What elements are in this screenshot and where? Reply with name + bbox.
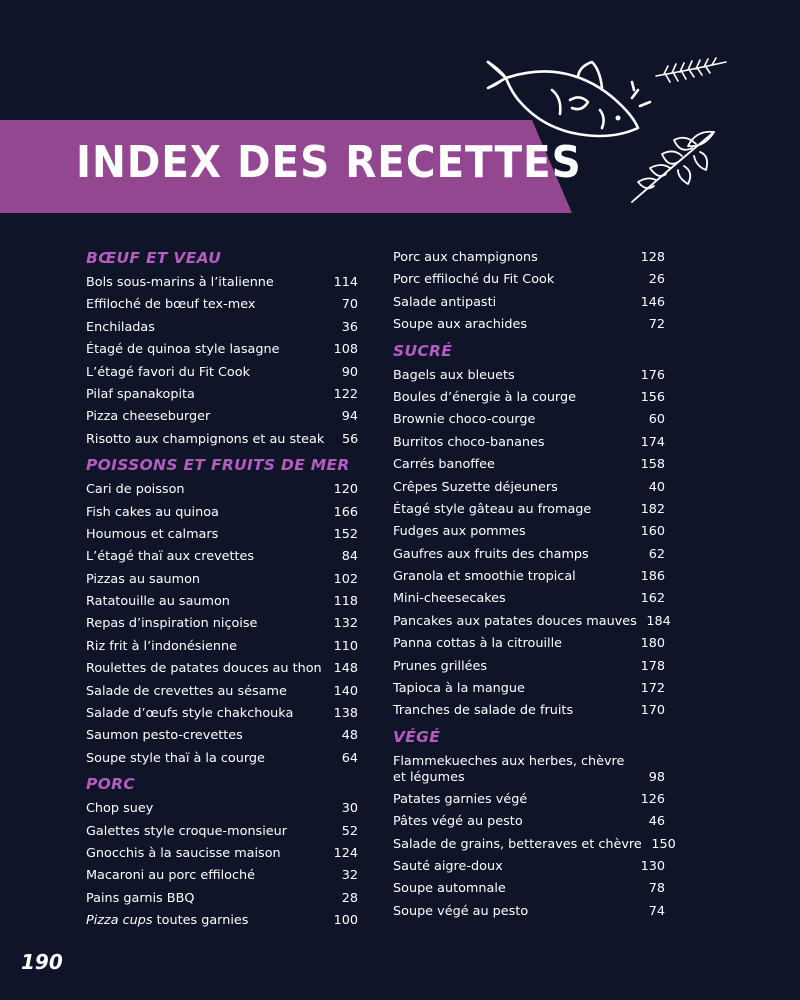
entry-page: 108 [333,342,358,358]
entry-page: 138 [333,706,358,722]
entry-page: 186 [640,569,665,585]
index-entry [86,681,358,703]
entry-name: Repas d’inspiration niçoise [86,616,258,632]
entry-name: Flammekueches aux herbes, chèvre et légumes [393,753,625,785]
index-entry [393,365,665,387]
entry-name: L’étagé thaï aux crevettes [86,549,255,565]
entry-name: Pilaf spanakopita [86,386,195,402]
entry-page: 166 [333,504,358,520]
index-entry [393,878,665,900]
index-entry [86,569,358,591]
index-column-right [393,244,676,923]
entry-page: 162 [640,591,665,607]
section-list-porc [86,798,358,932]
entry-name: Soupe végé au pesto [393,903,529,919]
section-title-boeuf: BŒUF ET VEAU [86,249,222,267]
section-list-boeuf [86,272,358,451]
entry-name: Étagé style gâteau au fromage [393,501,592,517]
index-entry [86,798,358,820]
entry-page: 72 [648,317,665,333]
index-entry [86,272,358,294]
entry-page: 78 [648,881,665,897]
entry-page: 32 [341,868,358,884]
entry-page: 140 [333,683,358,699]
section-title-poissons: POISSONS ET FRUITS DE MER [86,456,350,475]
entry-page: 52 [341,823,358,839]
index-entry [393,521,665,543]
index-entry [86,479,358,501]
index-entry [393,611,671,633]
entry-page: 132 [333,616,358,632]
entry-page: 160 [640,524,665,540]
index-entry [86,502,358,524]
entry-page: 74 [648,903,665,919]
index-entry [393,834,676,856]
entry-name: Gaufres aux fruits des champs [393,546,589,562]
index-entry [86,406,358,428]
entry-name: Soupe aux arachides [393,317,528,333]
entry-page: 26 [648,272,665,288]
entry-name: Saumon pesto-crevettes [86,728,243,744]
entry-name: Bagels aux bleuets [393,367,515,383]
entry-page: 100 [333,913,358,929]
entry-name: Pizza cheeseburger [86,409,211,425]
entry-page: 152 [333,526,358,542]
entry-page: 102 [333,571,358,587]
entry-name: Tranches de salade de fruits [393,703,574,719]
entry-page: 36 [341,319,358,335]
index-entry [86,294,358,316]
section-list-porc-continued [393,247,665,337]
index-entry [86,910,358,932]
entry-name: Burritos choco-bananes [393,434,545,450]
index-entry [393,314,665,336]
index-entry [393,700,665,722]
index-entry [393,901,665,923]
entry-page: 146 [640,294,665,310]
section-title-porc: PORC [86,775,136,794]
index-entry [86,725,358,747]
entry-page: 84 [341,549,358,565]
entry-name: Salade de crevettes au sésame [86,683,287,699]
index-entry [86,339,358,361]
section-list-sucre [393,365,671,723]
entry-page: 124 [333,845,358,861]
entry-name: Pâtes végé au pesto [393,814,523,830]
entry-name: Mini-cheesecakes [393,591,506,607]
index-entry [86,524,358,546]
index-entry [393,454,665,476]
entry-page: 120 [333,482,358,498]
section-title-vege: VÉGÉ [393,727,441,746]
page-title: INDEX DES RECETTES [76,137,582,188]
entry-name: Soupe automnale [393,881,506,897]
entry-name: Crêpes Suzette déjeuners [393,479,558,495]
entry-page: 130 [640,858,665,874]
entry-name: Fudges aux pommes [393,524,526,540]
entry-page: 128 [640,249,665,265]
entry-page: 126 [640,791,665,807]
index-entry [86,636,358,658]
entry-page: 182 [640,501,665,517]
index-entry [86,362,358,384]
entry-name: Soupe style thaï à la courge [86,750,265,766]
index-entry [86,865,358,887]
entry-name: Salade de grains, betteraves et chèvre [393,836,642,852]
entry-page: 122 [333,386,358,402]
entry-page: 158 [640,457,665,473]
entry-page: 70 [341,297,358,313]
entry-name: Salade antipasti [393,294,497,310]
entry-page: 170 [640,703,665,719]
index-entry [393,633,665,655]
index-entry [86,317,358,339]
section-list-vege [393,751,676,923]
entry-name: Brownie choco-courge [393,412,536,428]
entry-name: Pancakes aux patates douces mauves [393,613,637,629]
entry-name: Boules d’énergie à la courge [393,389,576,405]
index-entry [86,821,358,843]
entry-name: Cari de poisson [86,482,185,498]
index-entry [86,429,358,451]
entry-page: 60 [648,412,665,428]
entry-page: 30 [341,801,358,817]
entry-page: 90 [341,364,358,380]
entry-name: Houmous et calmars [86,526,219,542]
leaf-sprig-icon [654,56,728,84]
index-entry [393,588,665,610]
entry-name: Gnocchis à la saucisse maison [86,845,281,861]
index-entry [86,658,358,680]
entry-name: Granola et smoothie tropical [393,569,576,585]
index-entry [393,432,665,454]
index-entry [86,591,358,613]
index-entry [393,387,665,409]
entry-name: Bols sous-marins à l’italienne [86,274,274,290]
index-entry [393,678,665,700]
index-entry [393,656,665,678]
entry-name: Ratatouille au saumon [86,594,230,610]
entry-page: 56 [342,431,359,447]
entry-page: 150 [651,836,676,852]
index-entry [393,247,665,269]
entry-name: Enchiladas [86,319,155,335]
entry-name: Patates garnies végé [393,791,528,807]
entry-page: 64 [341,750,358,766]
entry-name: Chop suey [86,801,154,817]
entry-page: 94 [341,409,358,425]
index-entry [86,613,358,635]
index-entry [86,843,358,865]
entry-page: 184 [646,613,671,629]
entry-name: Salade d’œufs style chakchouka [86,706,294,722]
entry-name: Carrés banoffee [393,457,495,473]
entry-name: Pizzas au saumon [86,571,201,587]
entry-page: 48 [341,728,358,744]
entry-page: 46 [648,814,665,830]
entry-page: 62 [648,546,665,562]
index-entry [393,499,665,521]
entry-name: Tapioca à la mangue [393,681,525,697]
entry-name: Pains garnis BBQ [86,890,195,906]
index-entry [393,409,665,431]
entry-page: 178 [640,658,665,674]
index-entry [393,751,665,789]
index-entry [393,544,665,566]
entry-name: Macaroni au porc effiloché [86,868,256,884]
entry-page: 114 [333,274,358,290]
entry-page: 118 [333,594,358,610]
entry-page: 40 [648,479,665,495]
entry-page: 180 [640,636,665,652]
entry-name: Galettes style croque-monsieur [86,823,288,839]
index-entry [393,292,665,314]
entry-name: Panna cottas à la citrouille [393,636,563,652]
leaf-branch-icon [626,126,722,206]
entry-name [86,910,248,932]
entry-name: L’étagé favori du Fit Cook [86,364,251,380]
page-number: 190 [21,950,63,974]
entry-name: Étagé de quinoa style lasagne [86,342,280,358]
entry-name: Porc aux champignons [393,249,538,265]
entry-page: 174 [640,434,665,450]
section-title-sucre: SUCRÉ [393,341,453,360]
index-entry [393,566,665,588]
index-entry [393,789,665,811]
entry-page: 148 [333,661,358,677]
entry-name: Prunes grillées [393,658,488,674]
index-entry [86,888,358,910]
index-entry [393,477,665,499]
entry-name: Risotto aux champignons et au steak [86,431,325,447]
index-entry [86,748,358,770]
index-entry [86,546,358,568]
index-entry [393,269,665,291]
index-entry [86,384,358,406]
entry-name: Effiloché de bœuf tex-mex [86,297,256,313]
entry-page: 98 [648,769,665,785]
entry-page: 172 [640,681,665,697]
entry-page: 110 [333,638,358,654]
entry-name: Roulettes de patates douces au thon [86,661,322,677]
index-column-left [86,244,358,933]
entry-name-italic: Pizza cups [86,913,153,929]
entry-name-rest: toutes garnies [152,913,249,929]
entry-name: Riz frit à l’indonésienne [86,638,237,654]
entry-name: Fish cakes au quinoa [86,504,219,520]
section-list-poissons [86,479,358,770]
entry-page: 156 [640,389,665,405]
entry-name: Porc effiloché du Fit Cook [393,272,555,288]
entry-page: 176 [640,367,665,383]
entry-name: Sauté aigre-doux [393,858,503,874]
index-entry [393,811,665,833]
entry-page: 28 [341,890,358,906]
index-entry [393,856,665,878]
index-entry [86,703,358,725]
